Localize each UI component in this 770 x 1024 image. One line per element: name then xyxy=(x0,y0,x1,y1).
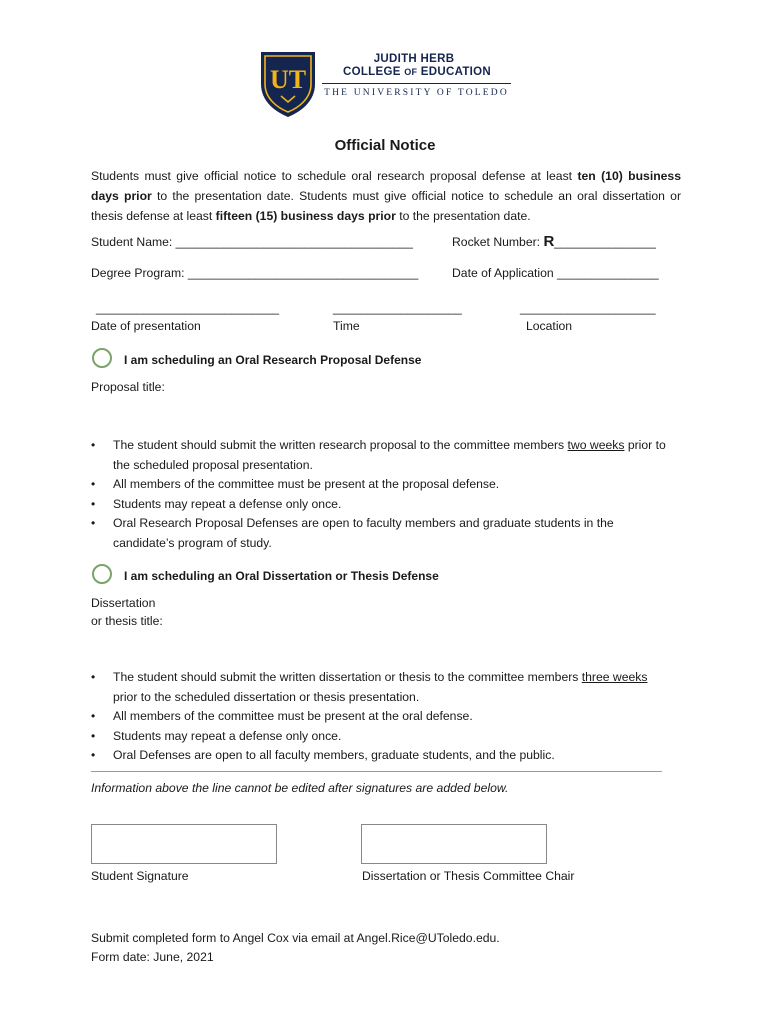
dissertation-defense-radio[interactable] xyxy=(92,564,112,584)
list-item: • The student should submit the written research proposal to the committee members two weeks prior to the scheduled proposal presentation. xyxy=(91,436,671,475)
list-item: • Oral Research Proposal Defenses are open to faculty members and graduate students in the candidate’s program of study. xyxy=(91,514,671,553)
date-of-presentation-blank[interactable]: ___________________________ xyxy=(96,301,280,315)
dissertation-title-label-2: or thesis title: xyxy=(91,614,163,628)
proposal-rules-list xyxy=(91,436,671,553)
list-item: • Oral Defenses are open to all faculty members, graduate students, and the public. xyxy=(91,746,671,766)
list-item: • The student should submit the written dissertation or thesis to the committee members three weeks prior to the scheduled dissertation or thesis presentation. xyxy=(91,668,671,707)
time-blank[interactable]: ___________________ xyxy=(333,301,462,315)
rocket-number-field[interactable]: Rocket Number: R_______________ xyxy=(452,233,656,250)
list-item: • Students may repeat a defense only once. xyxy=(91,727,671,747)
logo-college-name-line1: JUDITH HERB xyxy=(373,53,455,65)
degree-program-field[interactable]: Degree Program: __________________________________ xyxy=(91,266,419,280)
list-item: • All members of the committee must be present at the proposal defense. xyxy=(91,475,671,495)
proposal-defense-radio[interactable] xyxy=(92,348,112,368)
dissertation-rules-list xyxy=(91,668,671,766)
logo-divider xyxy=(322,83,511,84)
logo-college-name-line2: COLLEGE OF EDUCATION xyxy=(343,66,491,78)
intro-paragraph: Students must give official notice to schedule oral research proposal defense at least ten (10) business days prior to the presentation date. Students must give official notice to schedule an oral dissertation or thesis defense at least fifteen (15) business days prior to the presentation date. xyxy=(91,169,681,223)
date-of-application-field[interactable]: Date of Application _______________ xyxy=(452,266,659,280)
page-title: Official Notice xyxy=(334,137,436,154)
location-label: Location xyxy=(526,319,573,333)
submission-instructions: Submit completed form to Angel Cox via email at Angel.Rice@UToledo.edu. xyxy=(91,931,500,945)
list-item: • Students may repeat a defense only once. xyxy=(91,495,671,515)
edit-lock-note: Information above the line cannot be edited after signatures are added below. xyxy=(91,781,509,795)
chair-signature-label: Dissertation or Thesis Committee Chair xyxy=(362,869,575,883)
proposal-title-label: Proposal title: xyxy=(91,380,165,394)
student-signature-box[interactable] xyxy=(91,824,277,864)
chair-signature-box[interactable] xyxy=(361,824,547,864)
logo-monogram: UT xyxy=(269,65,307,94)
university-shield-logo xyxy=(258,46,318,118)
edit-lock-divider xyxy=(91,771,662,772)
date-of-presentation-label: Date of presentation xyxy=(91,319,201,333)
location-blank[interactable]: ____________________ xyxy=(520,301,656,315)
logo-university-name: THE UNIVERSITY OF TOLEDO xyxy=(324,88,509,98)
proposal-defense-heading: I am scheduling an Oral Research Proposal Defense xyxy=(124,353,422,367)
student-signature-label: Student Signature xyxy=(91,869,189,883)
dissertation-title-label-1: Dissertation xyxy=(91,596,156,610)
dissertation-defense-heading: I am scheduling an Oral Dissertation or Thesis Defense xyxy=(124,569,439,583)
student-name-field[interactable]: Student Name: ___________________________________ xyxy=(91,235,413,249)
time-label: Time xyxy=(333,319,360,333)
form-date: Form date: June, 2021 xyxy=(91,950,214,964)
list-item: • All members of the committee must be present at the oral defense. xyxy=(91,707,671,727)
